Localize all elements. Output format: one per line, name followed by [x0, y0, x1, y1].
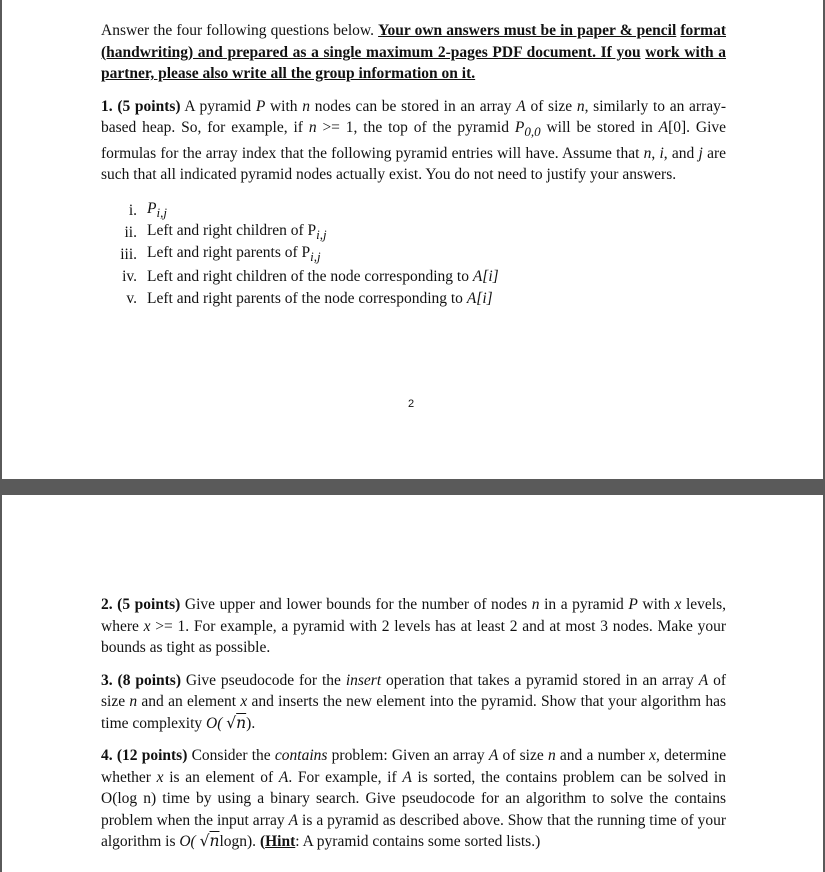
- question-4-label: 4. (12 points): [101, 747, 188, 764]
- list-item: v. Left and right parents of the node corresponding to A[i]: [126, 289, 493, 307]
- question-1-label: 1. (5 points): [101, 97, 181, 115]
- sqrt-n-complexity: O( √n).: [206, 713, 256, 732]
- question-1-list: [101, 200, 726, 310]
- page-1-content: [101, 20, 726, 310]
- hint: (Hint: [259, 833, 296, 850]
- question-1: 1. (5 points) A pyramid P with n nodes can be stored in an array A of size n, similarly to an array-based heap. So, for example, if n >= 1, the top of the pyramid $P_{0,0}$ will be stored in A[0]. Give formulas for the array index that the following pyramid entries will have. Assume that n, i, and j are such that all indicated pyramid nodes actually exist. You do not need to justify your answers.: [101, 97, 727, 184]
- instructions-emphasis-1: Your own answers must be in paper & pencil: [378, 22, 677, 39]
- list-item: i. $P_{i,j}$: [128, 199, 167, 220]
- instructions-emphasis-2: format (handwriting) and prepared as a single maximum 2-pages PDF document. If you: [101, 22, 727, 61]
- question-2: 2. (5 points) Give upper and lower bounds for the number of nodes n in a pyramid P with x levels, where x >= 1. For example, a pyramid with 2 levels has at least 2 and at most 3 nodes. Make your bounds as tight as possible.: [101, 596, 727, 656]
- list-item: iii. Left and right parents of $P_{i,j}$: [120, 243, 321, 264]
- list-item: iv. Left and right children of the node corresponding to A[i]: [122, 267, 499, 285]
- question-3: 3. (8 points) Give pseudocode for the insert operation that takes a pyramid stored in an array A of size n and an element x and inserts the new element into the pyramid. Show that your algorithm has time complexity O( √n).: [101, 671, 727, 732]
- page-2-content: [101, 594, 726, 853]
- log-n-complexity: O(log n): [101, 790, 157, 807]
- pdf-page-2: [2, 495, 823, 872]
- sqrt-n-logn-complexity: O( √nlogn).: [179, 832, 257, 850]
- page-number: 2: [408, 398, 415, 410]
- question-4: 4. (12 points) Consider the contains problem: Given an array A of size n and a number x, determine whether x is an element of A. For example, if A is sorted, the contains problem can be solved in O(log n) time by using a binary search. Give pseudocode for an algorithm to solve the contains problem when the input array A is a pyramid as described above. Show that the running time of your algorithm is O( √nlogn). (Hint: A pyramid contains some sorted lists.): [101, 747, 727, 850]
- question-3-label: 3. (8 points): [101, 671, 181, 689]
- instructions-paragraph: [101, 20, 726, 85]
- instructions-emphasis-3: work with a partner, please also write all the group information on it.: [101, 43, 727, 82]
- question-2-label: 2. (5 points): [101, 596, 181, 613]
- instructions-text: Answer the four following questions below.: [101, 22, 374, 39]
- list-item: ii. Left and right children of $P_{i,j}$: [124, 221, 327, 242]
- pdf-page-1: [2, 0, 823, 479]
